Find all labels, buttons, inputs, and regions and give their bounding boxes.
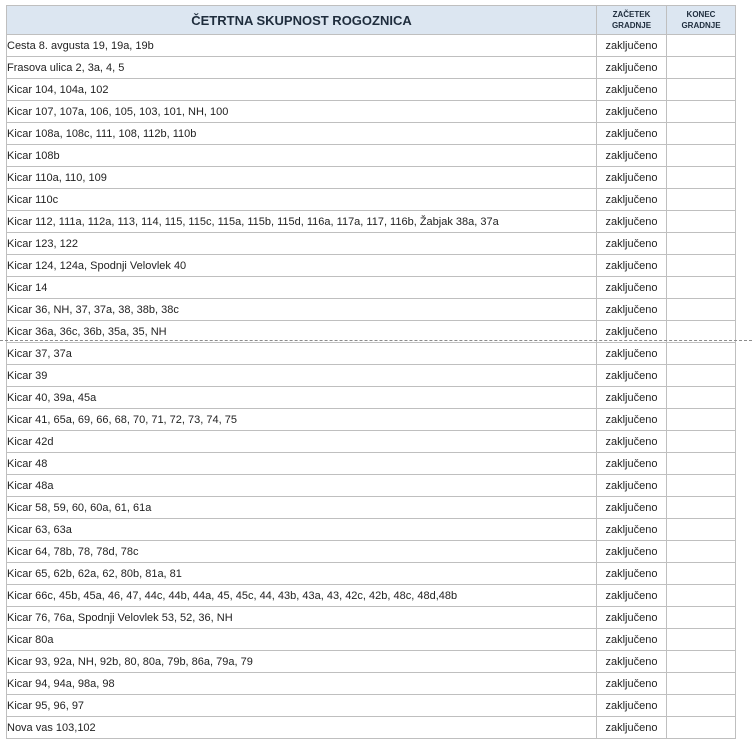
address-cell[interactable]: Kicar 104, 104a, 102: [7, 79, 597, 101]
start-status-cell[interactable]: zaključeno: [597, 475, 667, 497]
start-status-cell[interactable]: zaključeno: [597, 211, 667, 233]
header-row: [7, 6, 736, 35]
end-status-cell[interactable]: [667, 145, 736, 167]
start-status-cell[interactable]: zaključeno: [597, 673, 667, 695]
table-row: [7, 343, 736, 365]
end-status-cell[interactable]: [667, 167, 736, 189]
start-status-cell[interactable]: zaključeno: [597, 57, 667, 79]
start-status-cell[interactable]: zaključeno: [597, 167, 667, 189]
address-cell[interactable]: Kicar 37, 37a: [7, 343, 597, 365]
address-cell[interactable]: Kicar 76, 76a, Spodnji Velovlek 53, 52, 36, NH: [7, 607, 597, 629]
table-row: [7, 255, 736, 277]
address-cell[interactable]: Kicar 108a, 108c, 111, 108, 112b, 110b: [7, 123, 597, 145]
start-status-cell[interactable]: zaključeno: [597, 519, 667, 541]
table-row: [7, 189, 736, 211]
address-cell[interactable]: Kicar 48a: [7, 475, 597, 497]
end-status-cell[interactable]: [667, 431, 736, 453]
start-status-cell[interactable]: zaključeno: [597, 431, 667, 453]
table-row: [7, 167, 736, 189]
table-row: [7, 607, 736, 629]
address-cell[interactable]: Kicar 64, 78b, 78, 78d, 78c: [7, 541, 597, 563]
address-cell[interactable]: Kicar 63, 63a: [7, 519, 597, 541]
address-cell[interactable]: Kicar 41, 65a, 69, 66, 68, 70, 71, 72, 73, 74, 75: [7, 409, 597, 431]
end-status-cell[interactable]: [667, 453, 736, 475]
table-row: [7, 101, 736, 123]
address-cell[interactable]: Kicar 112, 111a, 112a, 113, 114, 115, 115c, 115a, 115b, 115d, 116a, 117a, 117, 116b, Žabjak 38a, 37a: [7, 211, 597, 233]
end-status-cell[interactable]: [667, 519, 736, 541]
start-status-cell[interactable]: zaključeno: [597, 541, 667, 563]
address-cell[interactable]: Kicar 93, 92a, NH, 92b, 80, 80a, 79b, 86a, 79a, 79: [7, 651, 597, 673]
end-status-cell[interactable]: [667, 651, 736, 673]
table-row: [7, 35, 736, 57]
end-status-cell[interactable]: [667, 35, 736, 57]
address-cell[interactable]: Kicar 95, 96, 97: [7, 695, 597, 717]
table-row: [7, 211, 736, 233]
start-status-cell[interactable]: zaključeno: [597, 453, 667, 475]
end-status-cell[interactable]: [667, 79, 736, 101]
start-status-cell[interactable]: zaključeno: [597, 277, 667, 299]
table-row: [7, 541, 736, 563]
start-status-cell[interactable]: zaključeno: [597, 343, 667, 365]
table-row: [7, 519, 736, 541]
table-row: [7, 299, 736, 321]
start-status-cell[interactable]: zaključeno: [597, 563, 667, 585]
address-cell[interactable]: Kicar 110a, 110, 109: [7, 167, 597, 189]
end-status-cell[interactable]: [667, 497, 736, 519]
table-row: [7, 57, 736, 79]
start-status-cell[interactable]: zaključeno: [597, 497, 667, 519]
table-row: [7, 629, 736, 651]
end-status-cell[interactable]: [667, 673, 736, 695]
table-row: [7, 585, 736, 607]
end-status-cell[interactable]: [667, 629, 736, 651]
address-cell[interactable]: Kicar 94, 94a, 98a, 98: [7, 673, 597, 695]
end-status-cell[interactable]: [667, 475, 736, 497]
end-status-cell[interactable]: [667, 189, 736, 211]
address-cell[interactable]: Kicar 39: [7, 365, 597, 387]
address-cell[interactable]: Frasova ulica 2, 3a, 4, 5: [7, 57, 597, 79]
address-cell[interactable]: Kicar 36a, 36c, 36b, 35a, 35, NH: [7, 321, 597, 343]
start-status-cell[interactable]: zaključeno: [597, 607, 667, 629]
address-cell[interactable]: Kicar 14: [7, 277, 597, 299]
address-cell[interactable]: Kicar 124, 124a, Spodnji Velovlek 40: [7, 255, 597, 277]
end-status-cell[interactable]: [667, 277, 736, 299]
end-status-cell[interactable]: [667, 717, 736, 739]
address-cell[interactable]: Kicar 123, 122: [7, 233, 597, 255]
start-header-line1: ZAČETEK: [612, 10, 651, 19]
address-cell[interactable]: Kicar 66c, 45b, 45a, 46, 47, 44c, 44b, 44a, 45, 45c, 44, 43b, 43a, 43, 42c, 42b, 48c, 48d,48b: [7, 585, 597, 607]
start-status-cell[interactable]: zaključeno: [597, 321, 667, 343]
table-row: [7, 79, 736, 101]
table-row: [7, 277, 736, 299]
page-break-line: [0, 340, 752, 341]
table-row: [7, 651, 736, 673]
end-status-cell[interactable]: [667, 255, 736, 277]
start-status-cell[interactable]: zaključeno: [597, 233, 667, 255]
table-row: [7, 563, 736, 585]
start-status-cell[interactable]: zaključeno: [597, 409, 667, 431]
end-status-cell[interactable]: [667, 343, 736, 365]
end-status-cell[interactable]: [667, 365, 736, 387]
start-status-cell[interactable]: zaključeno: [597, 365, 667, 387]
construction-schedule-table: [6, 5, 736, 739]
address-cell[interactable]: Kicar 108b: [7, 145, 597, 167]
end-status-cell[interactable]: [667, 607, 736, 629]
table-row: [7, 453, 736, 475]
start-column-header[interactable]: [597, 6, 667, 35]
table-row: [7, 717, 736, 739]
table-row: [7, 431, 736, 453]
table-row: [7, 365, 736, 387]
start-status-cell[interactable]: zaključeno: [597, 629, 667, 651]
end-status-cell[interactable]: [667, 101, 736, 123]
start-status-cell[interactable]: zaključeno: [597, 717, 667, 739]
address-cell[interactable]: Kicar 40, 39a, 45a: [7, 387, 597, 409]
end-status-cell[interactable]: [667, 57, 736, 79]
start-status-cell[interactable]: zaključeno: [597, 35, 667, 57]
address-cell[interactable]: Kicar 110c: [7, 189, 597, 211]
end-status-cell[interactable]: [667, 409, 736, 431]
end-header-line2: GRADNJE: [681, 21, 721, 30]
table-row: [7, 145, 736, 167]
table-row: [7, 233, 736, 255]
start-status-cell[interactable]: zaključeno: [597, 299, 667, 321]
address-cell[interactable]: Kicar 65, 62b, 62a, 62, 80b, 81a, 81: [7, 563, 597, 585]
address-cell[interactable]: Kicar 80a: [7, 629, 597, 651]
table-row: [7, 475, 736, 497]
table-row: [7, 387, 736, 409]
table-row: [7, 497, 736, 519]
start-status-cell[interactable]: zaključeno: [597, 585, 667, 607]
end-status-cell[interactable]: [667, 211, 736, 233]
table-row: [7, 123, 736, 145]
start-status-cell[interactable]: zaključeno: [597, 651, 667, 673]
start-status-cell[interactable]: zaključeno: [597, 695, 667, 717]
table-row: [7, 695, 736, 717]
end-status-cell[interactable]: [667, 387, 736, 409]
end-status-cell[interactable]: [667, 233, 736, 255]
table-row: [7, 673, 736, 695]
end-status-cell[interactable]: [667, 123, 736, 145]
start-status-cell[interactable]: zaključeno: [597, 101, 667, 123]
end-status-cell[interactable]: [667, 541, 736, 563]
address-cell[interactable]: Kicar 36, NH, 37, 37a, 38, 38b, 38c: [7, 299, 597, 321]
table-title[interactable]: ČETRTNA SKUPNOST ROGOZNICA: [7, 6, 597, 35]
start-status-cell[interactable]: zaključeno: [597, 387, 667, 409]
address-cell[interactable]: Cesta 8. avgusta 19, 19a, 19b: [7, 35, 597, 57]
start-status-cell[interactable]: zaključeno: [597, 189, 667, 211]
address-cell[interactable]: Kicar 48: [7, 453, 597, 475]
address-cell[interactable]: Nova vas 103,102: [7, 717, 597, 739]
address-cell[interactable]: Kicar 42d: [7, 431, 597, 453]
start-status-cell[interactable]: zaključeno: [597, 79, 667, 101]
table-row: [7, 409, 736, 431]
start-status-cell[interactable]: zaključeno: [597, 145, 667, 167]
end-status-cell[interactable]: [667, 585, 736, 607]
address-cell[interactable]: Kicar 107, 107a, 106, 105, 103, 101, NH, 100: [7, 101, 597, 123]
end-column-header[interactable]: [667, 6, 736, 35]
end-status-cell[interactable]: [667, 299, 736, 321]
start-header-line2: GRADNJE: [611, 21, 652, 30]
start-status-cell[interactable]: zaključeno: [597, 123, 667, 145]
end-status-cell[interactable]: [667, 563, 736, 585]
address-cell[interactable]: Kicar 58, 59, 60, 60a, 61, 61a: [7, 497, 597, 519]
end-status-cell[interactable]: [667, 695, 736, 717]
start-status-cell[interactable]: zaključeno: [597, 255, 667, 277]
end-header-line1: KONEC: [686, 10, 716, 19]
